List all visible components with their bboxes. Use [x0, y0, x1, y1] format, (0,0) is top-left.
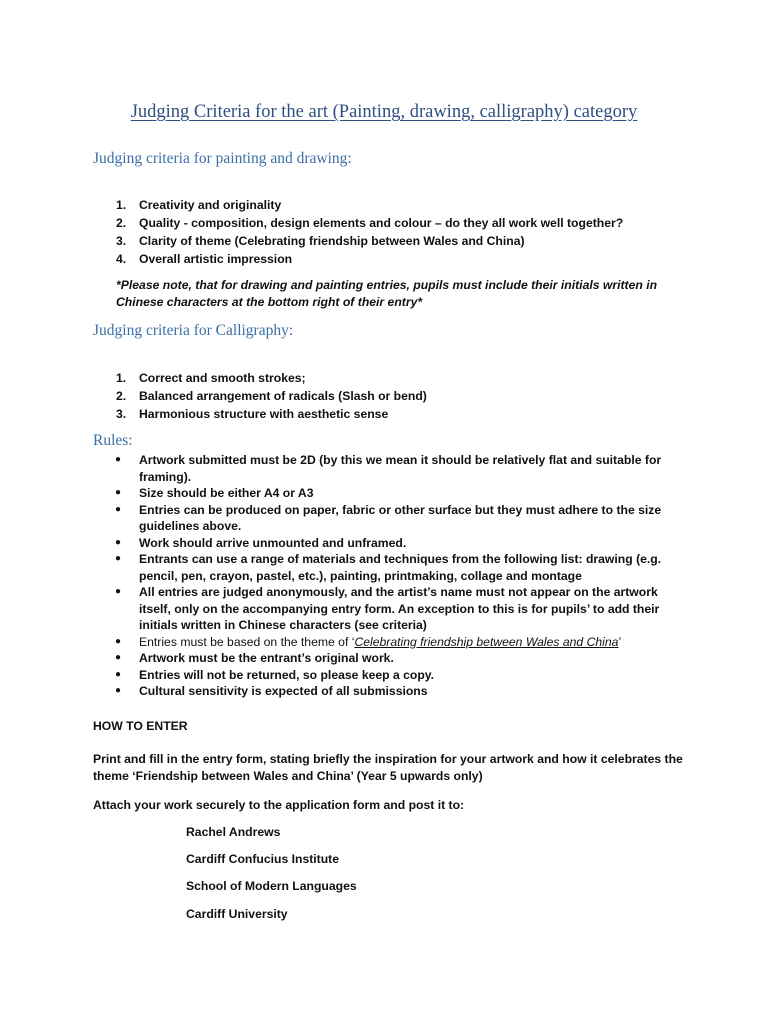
how-to-enter-paragraph: Print and fill in the entry form, stating briefly the inspiration for your artwork and how it celebrates the theme ‘Friendship between Wales and China’ (Year 5 upwards only) [93, 752, 683, 783]
bullet-icon: ● [115, 652, 122, 663]
list-item: 1. Creativity and originality [116, 198, 282, 212]
how-to-enter-heading: HOW TO ENTER [93, 719, 188, 733]
bullet-icon: ● [115, 487, 122, 498]
list-item: 3. Harmonious structure with aesthetic sense [116, 407, 389, 421]
painting-criteria-list [93, 197, 683, 269]
bullet-icon: ● [115, 586, 122, 597]
list-item: ● Size should be either A4 or A3 [115, 486, 314, 500]
bullet-icon: ● [115, 536, 122, 548]
theme-link: Celebrating friendship between Wales and China [354, 634, 619, 649]
list-item: 4. Overall artistic impression [116, 252, 293, 266]
address-line: Cardiff University [186, 907, 288, 921]
list-item: 2. Balanced arrangement of radicals (Slash or bend) [116, 389, 427, 403]
list-item: ● Entries can be produced on paper, fabric or other surface but they must adhere to the size guidelines above. [115, 502, 662, 533]
bullet-icon: ● [115, 454, 122, 465]
list-item: ● Artwork must be the entrant’s original work. [115, 651, 394, 665]
document-title: Judging Criteria for the art (Painting, drawing, calligraphy) category [130, 102, 638, 122]
list-item: ● Work should arrive unmounted and unframed. [115, 535, 407, 550]
attach-instructions: Attach your work securely to the application form and post it to: [93, 798, 465, 812]
list-item: 3. Clarity of theme (Celebrating friendship between Wales and China) [116, 234, 525, 248]
painting-criteria-heading: Judging criteria for painting and drawing: [93, 150, 352, 167]
bullet-icon: ● [115, 635, 122, 647]
list-item: 1. Correct and smooth strokes; [116, 371, 306, 385]
initials-note: *Please note, that for drawing and painting entries, pupils must include their initials written in Chinese characters at the bottom right of their entry* [116, 278, 658, 309]
bullet-icon: ● [115, 503, 122, 515]
address-line: Rachel Andrews [186, 825, 281, 839]
bullet-icon: ● [115, 553, 122, 564]
list-item: ● Entries will not be returned, so please keep a copy. [115, 667, 435, 682]
address-line: Cardiff Confucius Institute [186, 852, 340, 866]
list-item: ● Artwork submitted must be 2D (by this we mean it should be relatively flat and suitable for framing). [115, 453, 662, 484]
list-item: ● Entries must be based on the theme of ‘Celebrating friendship between Wales and China’ [115, 634, 622, 649]
list-item: ● Entrants can use a range of materials and techniques from the following list: drawing (e.g. pencil, pen, crayon, pastel, etc.), painting, printmaking, collage and montage [115, 552, 662, 583]
rules-list [93, 452, 678, 700]
calligraphy-criteria-heading: Judging criteria for Calligraphy: [93, 322, 294, 339]
bullet-icon: ● [115, 668, 122, 680]
calligraphy-criteria-list [93, 370, 683, 424]
list-item: 2. Quality - composition, design elements and colour – do they all work well together? [116, 216, 624, 230]
list-item: ● Cultural sensitivity is expected of all submissions [115, 684, 428, 698]
rules-heading: Rules: [93, 432, 133, 449]
list-item: ● All entries are judged anonymously, and the artist’s name must not appear on the artwork itself, only on the accompanying entry form. An exception to this is for pupils’ to add their initials written in Chinese characters (see criteria) [115, 585, 660, 632]
address-line: School of Modern Languages [186, 879, 357, 893]
bullet-icon: ● [115, 685, 122, 696]
